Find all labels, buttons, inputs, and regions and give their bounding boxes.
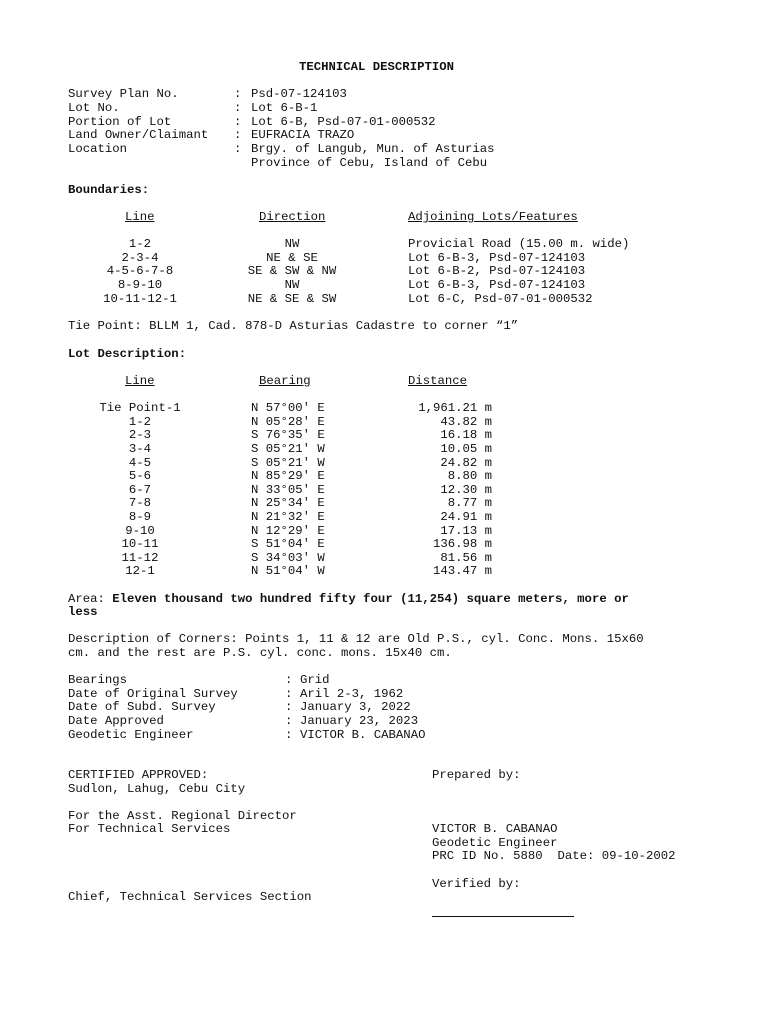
original-survey-value: Aril 2-3, 1962 — [300, 687, 404, 701]
lot-no-label: Lot No. — [68, 101, 120, 115]
subd-survey-value: January 3, 2022 — [300, 700, 411, 714]
prepared-by-heading: Prepared by: — [432, 768, 521, 782]
lot-col-bearing: Bearing — [259, 374, 311, 388]
lot-line: 12-1 — [125, 564, 155, 578]
certified-office: Sudlon, Lahug, Cebu City — [68, 782, 246, 796]
lot-line: 2-3 — [128, 428, 152, 442]
boundary-adjoining: Lot 6-B-2, Psd-07-124103 — [408, 264, 586, 278]
certified-approved-heading: CERTIFIED APPROVED: — [68, 768, 209, 782]
preparer-prc: PRC ID No. 5880 Date: 09-10-2002 — [432, 849, 676, 863]
lot-distance: 12.30 m — [440, 483, 492, 497]
boundary-direction: SE & SW & NW — [247, 264, 337, 278]
lot-line: 1-2 — [128, 415, 152, 429]
boundary-direction: NW — [284, 278, 300, 292]
lot-bearing: N 21°32' E — [251, 510, 325, 524]
header-colon: : — [234, 142, 242, 156]
portion-of-lot-value: Lot 6-B, Psd-07-01-000532 — [251, 115, 436, 129]
lot-distance: 8.80 m — [447, 469, 492, 483]
tie-point-text: Tie Point: BLLM 1, Cad. 878-D Asturias Cadastre to corner “1” — [68, 319, 519, 333]
header-colon: : — [234, 115, 242, 129]
boundary-adjoining: Lot 6-B-3, Psd-07-124103 — [408, 251, 586, 265]
lot-description-heading: Lot Description: — [68, 347, 187, 361]
corners-description: Description of Corners: Points 1, 11 & 12 are Old P.S., cyl. Conc. Mons. 15x60 — [68, 632, 644, 646]
boundaries-col-line: Line — [125, 210, 155, 224]
lot-bearing: N 85°29' E — [251, 469, 325, 483]
header-colon: : — [234, 101, 242, 115]
lot-bearing: N 33°05' E — [251, 483, 325, 497]
lot-line: 8-9 — [128, 510, 152, 524]
area-value: Eleven thousand two hundred fifty four (11,254) square meters, more or — [112, 592, 629, 606]
lot-bearing: N 25°34' E — [251, 496, 325, 510]
boundary-line: 4-5-6-7-8 — [106, 264, 174, 278]
lot-bearing: S 05°21' W — [251, 456, 325, 470]
preparer-name: VICTOR B. CABANAO — [432, 822, 558, 836]
date-approved-label: Date Approved — [68, 714, 164, 728]
lot-col-distance: Distance — [408, 374, 468, 388]
bearings-value: Grid — [300, 673, 330, 687]
location-value: Brgy. of Langub, Mun. of Asturias — [251, 142, 495, 156]
lot-bearing: N 51°04' W — [251, 564, 325, 578]
bearings-label: Bearings — [68, 673, 128, 687]
preparer-position: Geodetic Engineer — [432, 836, 558, 850]
info-colon: : — [285, 714, 293, 728]
boundary-direction: NE & SE & SW — [247, 292, 337, 306]
boundary-adjoining: Lot 6-C, Psd-07-01-000532 — [408, 292, 593, 306]
boundary-adjoining: Lot 6-B-3, Psd-07-124103 — [408, 278, 586, 292]
header-colon: : — [234, 87, 242, 101]
lot-distance: 1,961.21 m — [418, 401, 492, 415]
lot-distance: 17.13 m — [440, 524, 492, 538]
lot-distance: 8.77 m — [447, 496, 492, 510]
lot-distance: 24.82 m — [440, 456, 492, 470]
land-owner-value: EUFRACIA TRAZO — [251, 128, 355, 142]
info-colon: : — [285, 700, 293, 714]
info-colon: : — [285, 687, 293, 701]
verified-signature-line — [432, 916, 574, 917]
lot-bearing: N 05°28' E — [251, 415, 325, 429]
lot-line: 3-4 — [128, 442, 152, 456]
lot-line: 5-6 — [128, 469, 152, 483]
lot-bearing: S 76°35' E — [251, 428, 325, 442]
boundary-direction: NE & SE — [266, 251, 318, 265]
corners-description-line2: cm. and the rest are P.S. cyl. conc. mons. 15x40 cm. — [68, 646, 452, 660]
geodetic-engineer-value: VICTOR B. CABANAO — [300, 728, 426, 742]
lot-bearing: N 12°29' E — [251, 524, 325, 538]
lot-distance: 136.98 m — [432, 537, 492, 551]
lot-bearing: S 05°21' W — [251, 442, 325, 456]
document-title: TECHNICAL DESCRIPTION — [299, 60, 454, 74]
lot-col-line: Line — [125, 374, 155, 388]
geodetic-engineer-label: Geodetic Engineer — [68, 728, 194, 742]
boundary-line: 8-9-10 — [117, 278, 163, 292]
lot-distance: 81.56 m — [440, 551, 492, 565]
verified-by-heading: Verified by: — [432, 877, 521, 891]
boundary-line: 10-11-12-1 — [103, 292, 177, 306]
lot-line: 6-7 — [128, 483, 152, 497]
info-colon: : — [285, 673, 293, 687]
boundary-adjoining: Provicial Road (15.00 m. wide) — [408, 237, 630, 251]
original-survey-label: Date of Original Survey — [68, 687, 238, 701]
lot-bearing: S 34°03' W — [251, 551, 325, 565]
boundaries-col-direction: Direction — [259, 210, 326, 224]
lot-distance: 143.47 m — [432, 564, 492, 578]
certified-for-services: For Technical Services — [68, 822, 231, 836]
certified-for-director: For the Asst. Regional Director — [68, 809, 297, 823]
lot-bearing: S 51°04' E — [251, 537, 325, 551]
area-value-line2: less — [68, 605, 98, 619]
area-line — [68, 592, 629, 606]
lot-no-value: Lot 6-B-1 — [251, 101, 318, 115]
lot-line: 11-12 — [121, 551, 159, 565]
boundary-line: 1-2 — [128, 237, 152, 251]
subd-survey-label: Date of Subd. Survey — [68, 700, 216, 714]
lot-line: 9-10 — [125, 524, 155, 538]
portion-of-lot-label: Portion of Lot — [68, 115, 172, 129]
lot-bearing: N 57°00' E — [251, 401, 325, 415]
survey-plan-value: Psd-07-124103 — [251, 87, 347, 101]
lot-line: 4-5 — [128, 456, 152, 470]
header-colon: : — [234, 128, 242, 142]
certified-chief: Chief, Technical Services Section — [68, 890, 312, 904]
info-colon: : — [285, 728, 293, 742]
survey-plan-label: Survey Plan No. — [68, 87, 179, 101]
boundaries-heading: Boundaries: — [68, 183, 150, 197]
boundaries-col-adjoining: Adjoining Lots/Features — [408, 210, 578, 224]
lot-distance: 16.18 m — [440, 428, 492, 442]
lot-line: 10-11 — [121, 537, 159, 551]
lot-distance: 10.05 m — [440, 442, 492, 456]
location-value-line2: Province of Cebu, Island of Cebu — [251, 156, 488, 170]
date-approved-value: January 23, 2023 — [300, 714, 419, 728]
boundary-direction: NW — [284, 237, 300, 251]
lot-line: 7-8 — [128, 496, 152, 510]
lot-distance: 24.91 m — [440, 510, 492, 524]
boundary-line: 2-3-4 — [121, 251, 159, 265]
land-owner-label: Land Owner/Claimant — [68, 128, 209, 142]
area-label: Area: — [68, 592, 113, 606]
lot-line: Tie Point-1 — [99, 401, 181, 415]
lot-distance: 43.82 m — [440, 415, 492, 429]
location-label: Location — [68, 142, 128, 156]
